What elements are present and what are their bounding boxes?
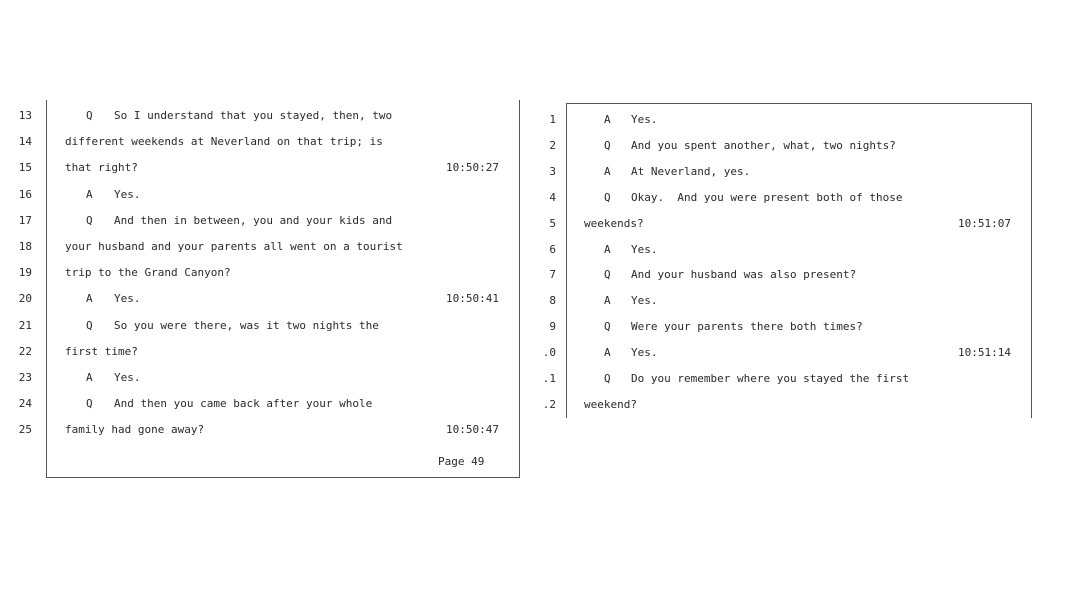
- line-text: weekend?: [584, 397, 637, 411]
- line-number: 2: [549, 138, 556, 152]
- line-number: .1: [542, 372, 556, 385]
- timestamp: 10:50:27: [446, 161, 499, 175]
- line-text: Yes.: [631, 113, 658, 126]
- line-number: 4: [549, 190, 556, 204]
- line-number: 8: [549, 294, 556, 308]
- speaker-label: A: [604, 346, 611, 360]
- page-right-border: [519, 100, 520, 478]
- line-text: trip to the Grand Canyon?: [65, 266, 231, 280]
- line-number: .0: [542, 346, 556, 360]
- line-text: Do you remember where you stayed the first: [631, 372, 910, 385]
- speaker-label: Q: [86, 213, 93, 227]
- page-number-label: Page 49: [438, 455, 485, 468]
- speaker-label: Q: [604, 268, 611, 282]
- line-text: So I understand that you stayed, then, two: [114, 109, 393, 122]
- line-text: Yes.: [114, 187, 141, 201]
- line-text: And then you came back after your whole: [114, 397, 373, 411]
- line-number: .2: [542, 397, 556, 411]
- transcript-page-right: [540, 0, 1040, 420]
- line-number: 21: [18, 318, 32, 332]
- line-text: Yes.: [114, 371, 141, 384]
- line-number: 16: [18, 187, 32, 201]
- line-text: Yes.: [631, 242, 658, 256]
- page-right-border: [1031, 103, 1032, 418]
- speaker-label: Q: [604, 190, 611, 204]
- speaker-label: A: [604, 113, 611, 126]
- speaker-label: A: [604, 164, 611, 178]
- speaker-label: Q: [86, 318, 93, 332]
- line-text: first time?: [65, 344, 138, 358]
- line-text: that right?: [65, 161, 138, 175]
- line-text: your husband and your parents all went on a tourist: [65, 240, 403, 253]
- line-text: Yes.: [114, 292, 141, 306]
- speaker-label: A: [86, 292, 93, 306]
- line-text: Yes.: [631, 294, 658, 308]
- line-number: 7: [549, 268, 556, 282]
- line-number: 5: [549, 216, 556, 230]
- transcript-page-left: [0, 0, 525, 480]
- line-text: Yes.: [631, 346, 658, 360]
- timestamp: 10:51:07: [958, 216, 1011, 230]
- line-text: weekends?: [584, 216, 644, 230]
- timestamp: 10:51:14: [958, 346, 1011, 360]
- line-text: Were your parents there both times?: [631, 320, 863, 334]
- line-number: 19: [18, 266, 32, 280]
- line-text: At Neverland, yes.: [631, 164, 751, 178]
- speaker-label: Q: [86, 397, 93, 411]
- left-margin-line: [566, 103, 567, 418]
- line-number: 24: [18, 397, 32, 411]
- line-text: And you spent another, what, two nights?: [631, 138, 896, 152]
- speaker-label: A: [604, 242, 611, 256]
- line-number: 25: [18, 423, 32, 437]
- line-number: 23: [18, 371, 32, 384]
- line-number: 3: [549, 164, 556, 178]
- line-text: So you were there, was it two nights the: [114, 318, 379, 332]
- speaker-label: A: [86, 187, 93, 201]
- line-number: 18: [18, 240, 32, 253]
- line-number: 6: [549, 242, 556, 256]
- line-number: 15: [18, 161, 32, 175]
- speaker-label: Q: [86, 109, 93, 122]
- line-number: 17: [18, 213, 32, 227]
- line-text: Okay. And you were present both of those: [631, 190, 903, 204]
- left-margin-line: [46, 100, 47, 478]
- line-number: 9: [549, 320, 556, 334]
- line-text: different weekends at Neverland on that trip; is: [65, 135, 383, 149]
- speaker-label: A: [86, 371, 93, 384]
- line-number: 20: [18, 292, 32, 306]
- line-text: And your husband was also present?: [631, 268, 857, 282]
- line-text: And then in between, you and your kids and: [114, 213, 393, 227]
- speaker-label: Q: [604, 372, 611, 385]
- speaker-label: Q: [604, 320, 611, 334]
- speaker-label: A: [604, 294, 611, 308]
- line-text: family had gone away?: [65, 423, 205, 437]
- page-top-border: [566, 103, 1032, 104]
- page-bottom-border: [46, 477, 520, 478]
- speaker-label: Q: [604, 138, 611, 152]
- line-number: 1: [549, 113, 556, 126]
- timestamp: 10:50:41: [446, 292, 499, 306]
- line-number: 13: [18, 109, 32, 122]
- line-number: 22: [18, 344, 32, 358]
- timestamp: 10:50:47: [446, 423, 499, 437]
- line-number: 14: [18, 135, 32, 149]
